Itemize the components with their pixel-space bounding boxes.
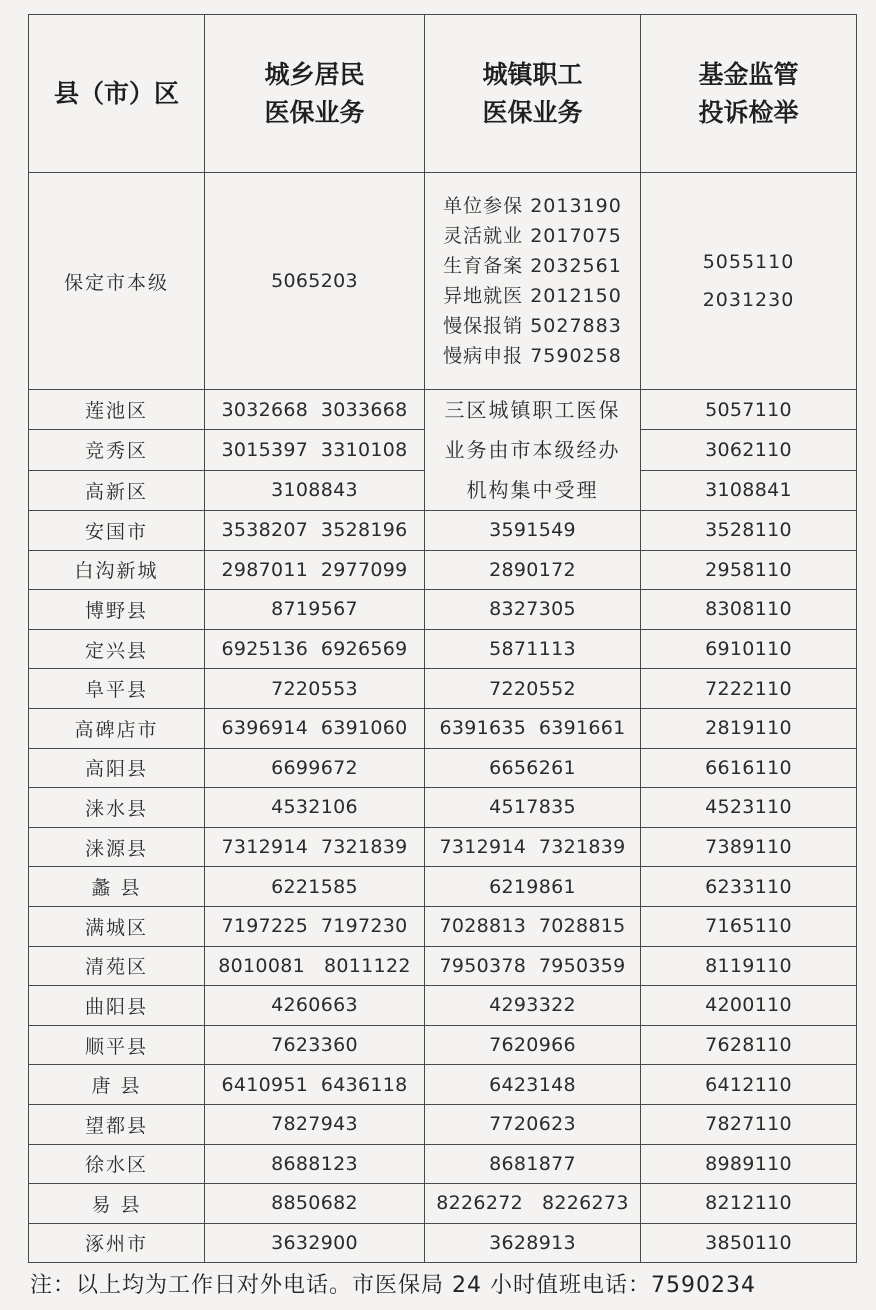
employee-line: 单位参保 2013190 [443,195,622,217]
resident-phone: 7312914 7321839 [205,827,425,867]
employee-phone: 6423148 [425,1065,641,1105]
employee-line: 慢病申报 7590258 [443,345,622,367]
county-cell: 保定市本级 [29,173,205,390]
county-cell: 满城区 [29,906,205,946]
employee-phone: 3591549 [425,511,641,551]
complaint-phone: 8308110 [641,590,857,630]
table-row [29,788,857,828]
complaint-phone: 3850110 [641,1223,857,1263]
county-cell: 高阳县 [29,748,205,788]
county-cell: 蠡 县 [29,867,205,907]
table-row [29,906,857,946]
resident-phone: 5065203 [205,173,425,390]
county-cell: 涞源县 [29,827,205,867]
resident-phone: 7827943 [205,1104,425,1144]
county-cell: 博野县 [29,590,205,630]
table-row [29,1025,857,1065]
county-cell: 高新区 [29,470,205,510]
table-row [29,1144,857,1184]
county-cell: 曲阳县 [29,986,205,1026]
city-level-row [29,173,857,390]
employee-phone: 2890172 [425,550,641,590]
resident-phone: 8719567 [205,590,425,630]
complaint-phone: 8989110 [641,1144,857,1184]
header-resident-line1: 城乡居民 [264,59,365,89]
county-cell: 易 县 [29,1184,205,1224]
complaint-phone: 4523110 [641,788,857,828]
header-resident-line2: 医保业务 [264,97,365,127]
footnote: 注：以上均为工作日对外电话。市医保局 24 小时值班电话：7590234 [30,1273,756,1298]
employee-phone: 3628913 [425,1223,641,1263]
table-row [29,1104,857,1144]
table-row [29,1223,857,1263]
table-row [29,669,857,709]
merged-note-line: 三区城镇职工医保 [444,398,621,422]
complaint-phone: 2958110 [641,550,857,590]
employee-phone: 6391635 6391661 [425,708,641,748]
table-row [29,1065,857,1105]
table-row [29,390,857,430]
resident-phone: 3032668 3033668 [205,390,425,430]
county-cell: 安国市 [29,511,205,551]
county-cell: 唐 县 [29,1065,205,1105]
employee-line: 慢保报销 5027883 [443,315,622,337]
resident-phone: 6410951 6436118 [205,1065,425,1105]
resident-phone: 8688123 [205,1144,425,1184]
employee-phone: 7620966 [425,1025,641,1065]
header-employee-line2: 医保业务 [482,97,583,127]
county-cell: 阜平县 [29,669,205,709]
resident-phone: 4260663 [205,986,425,1026]
complaint-phone: 3528110 [641,511,857,551]
county-cell: 莲池区 [29,390,205,430]
resident-phone: 6925136 6926569 [205,629,425,669]
complaint-phone: 3108841 [641,470,857,510]
complaint-phone: 6616110 [641,748,857,788]
table-row [29,827,857,867]
complaint-phone: 8212110 [641,1184,857,1224]
resident-phone: 3015397 3310108 [205,430,425,470]
resident-phone: 6221585 [205,867,425,907]
county-cell: 清苑区 [29,946,205,986]
complaint-phone: 6910110 [641,629,857,669]
employee-phone: 4517835 [425,788,641,828]
table-row [29,748,857,788]
table-row [29,708,857,748]
resident-phone: 8010081 8011122 [205,946,425,986]
employee-phone: 7312914 7321839 [425,827,641,867]
complaint-phone: 3062110 [641,430,857,470]
complaint-phone: 8119110 [641,946,857,986]
employee-phone: 8681877 [425,1144,641,1184]
county-cell: 白沟新城 [29,550,205,590]
table-row [29,946,857,986]
employee-phone: 7950378 7950359 [425,946,641,986]
employee-phone: 4293322 [425,986,641,1026]
employee-phone: 5871113 [425,629,641,669]
complaint-phone: 7389110 [641,827,857,867]
resident-phone: 4532106 [205,788,425,828]
complaint-phone: 7165110 [641,906,857,946]
employee-line: 灵活就业 2017075 [443,225,622,247]
employee-phone: 6219861 [425,867,641,907]
employee-phone: 8327305 [425,590,641,630]
county-cell: 竞秀区 [29,430,205,470]
complaint-line: 5055110 [702,251,795,273]
county-cell: 徐水区 [29,1144,205,1184]
employee-phone: 6656261 [425,748,641,788]
complaint-phone-list [641,173,857,390]
county-cell: 涿州市 [29,1223,205,1263]
employee-phone: 7028813 7028815 [425,906,641,946]
header-complaint-line2: 投诉检举 [698,97,799,127]
table-row [29,511,857,551]
resident-phone: 7623360 [205,1025,425,1065]
table-row [29,1184,857,1224]
resident-phone: 2987011 2977099 [205,550,425,590]
employee-phone-list [425,173,641,390]
header-employee [425,15,641,173]
header-row [29,15,857,173]
header-complaint-line1: 基金监管 [698,59,799,89]
table-row [29,986,857,1026]
county-cell: 高碑店市 [29,708,205,748]
header-complaint [641,15,857,173]
table-row [29,867,857,907]
county-cell: 定兴县 [29,629,205,669]
merged-employee-note [425,390,641,511]
complaint-phone: 4200110 [641,986,857,1026]
merged-note-line: 机构集中受理 [466,478,599,502]
table-row [29,550,857,590]
employee-line: 生育备案 2032561 [443,255,622,277]
resident-phone: 3632900 [205,1223,425,1263]
table-row [29,629,857,669]
contact-table [28,14,857,1263]
table-row [29,590,857,630]
complaint-line: 2031230 [702,289,795,311]
header-resident [205,15,425,173]
header-employee-line1: 城镇职工 [482,59,583,89]
employee-phone: 8226272 8226273 [425,1184,641,1224]
employee-phone: 7720623 [425,1104,641,1144]
complaint-phone: 7827110 [641,1104,857,1144]
county-cell: 涞水县 [29,788,205,828]
resident-phone: 7220553 [205,669,425,709]
county-cell: 顺平县 [29,1025,205,1065]
complaint-phone: 7222110 [641,669,857,709]
employee-line: 异地就医 2012150 [443,285,622,307]
complaint-phone: 6412110 [641,1065,857,1105]
complaint-phone: 2819110 [641,708,857,748]
resident-phone: 7197225 7197230 [205,906,425,946]
merged-note-line: 业务由市本级经办 [444,438,621,462]
complaint-phone: 6233110 [641,867,857,907]
resident-phone: 6699672 [205,748,425,788]
resident-phone: 8850682 [205,1184,425,1224]
header-county: 县（市）区 [29,15,205,173]
employee-phone: 7220552 [425,669,641,709]
complaint-phone: 7628110 [641,1025,857,1065]
resident-phone: 6396914 6391060 [205,708,425,748]
complaint-phone: 5057110 [641,390,857,430]
resident-phone: 3538207 3528196 [205,511,425,551]
county-cell: 望都县 [29,1104,205,1144]
resident-phone: 3108843 [205,470,425,510]
